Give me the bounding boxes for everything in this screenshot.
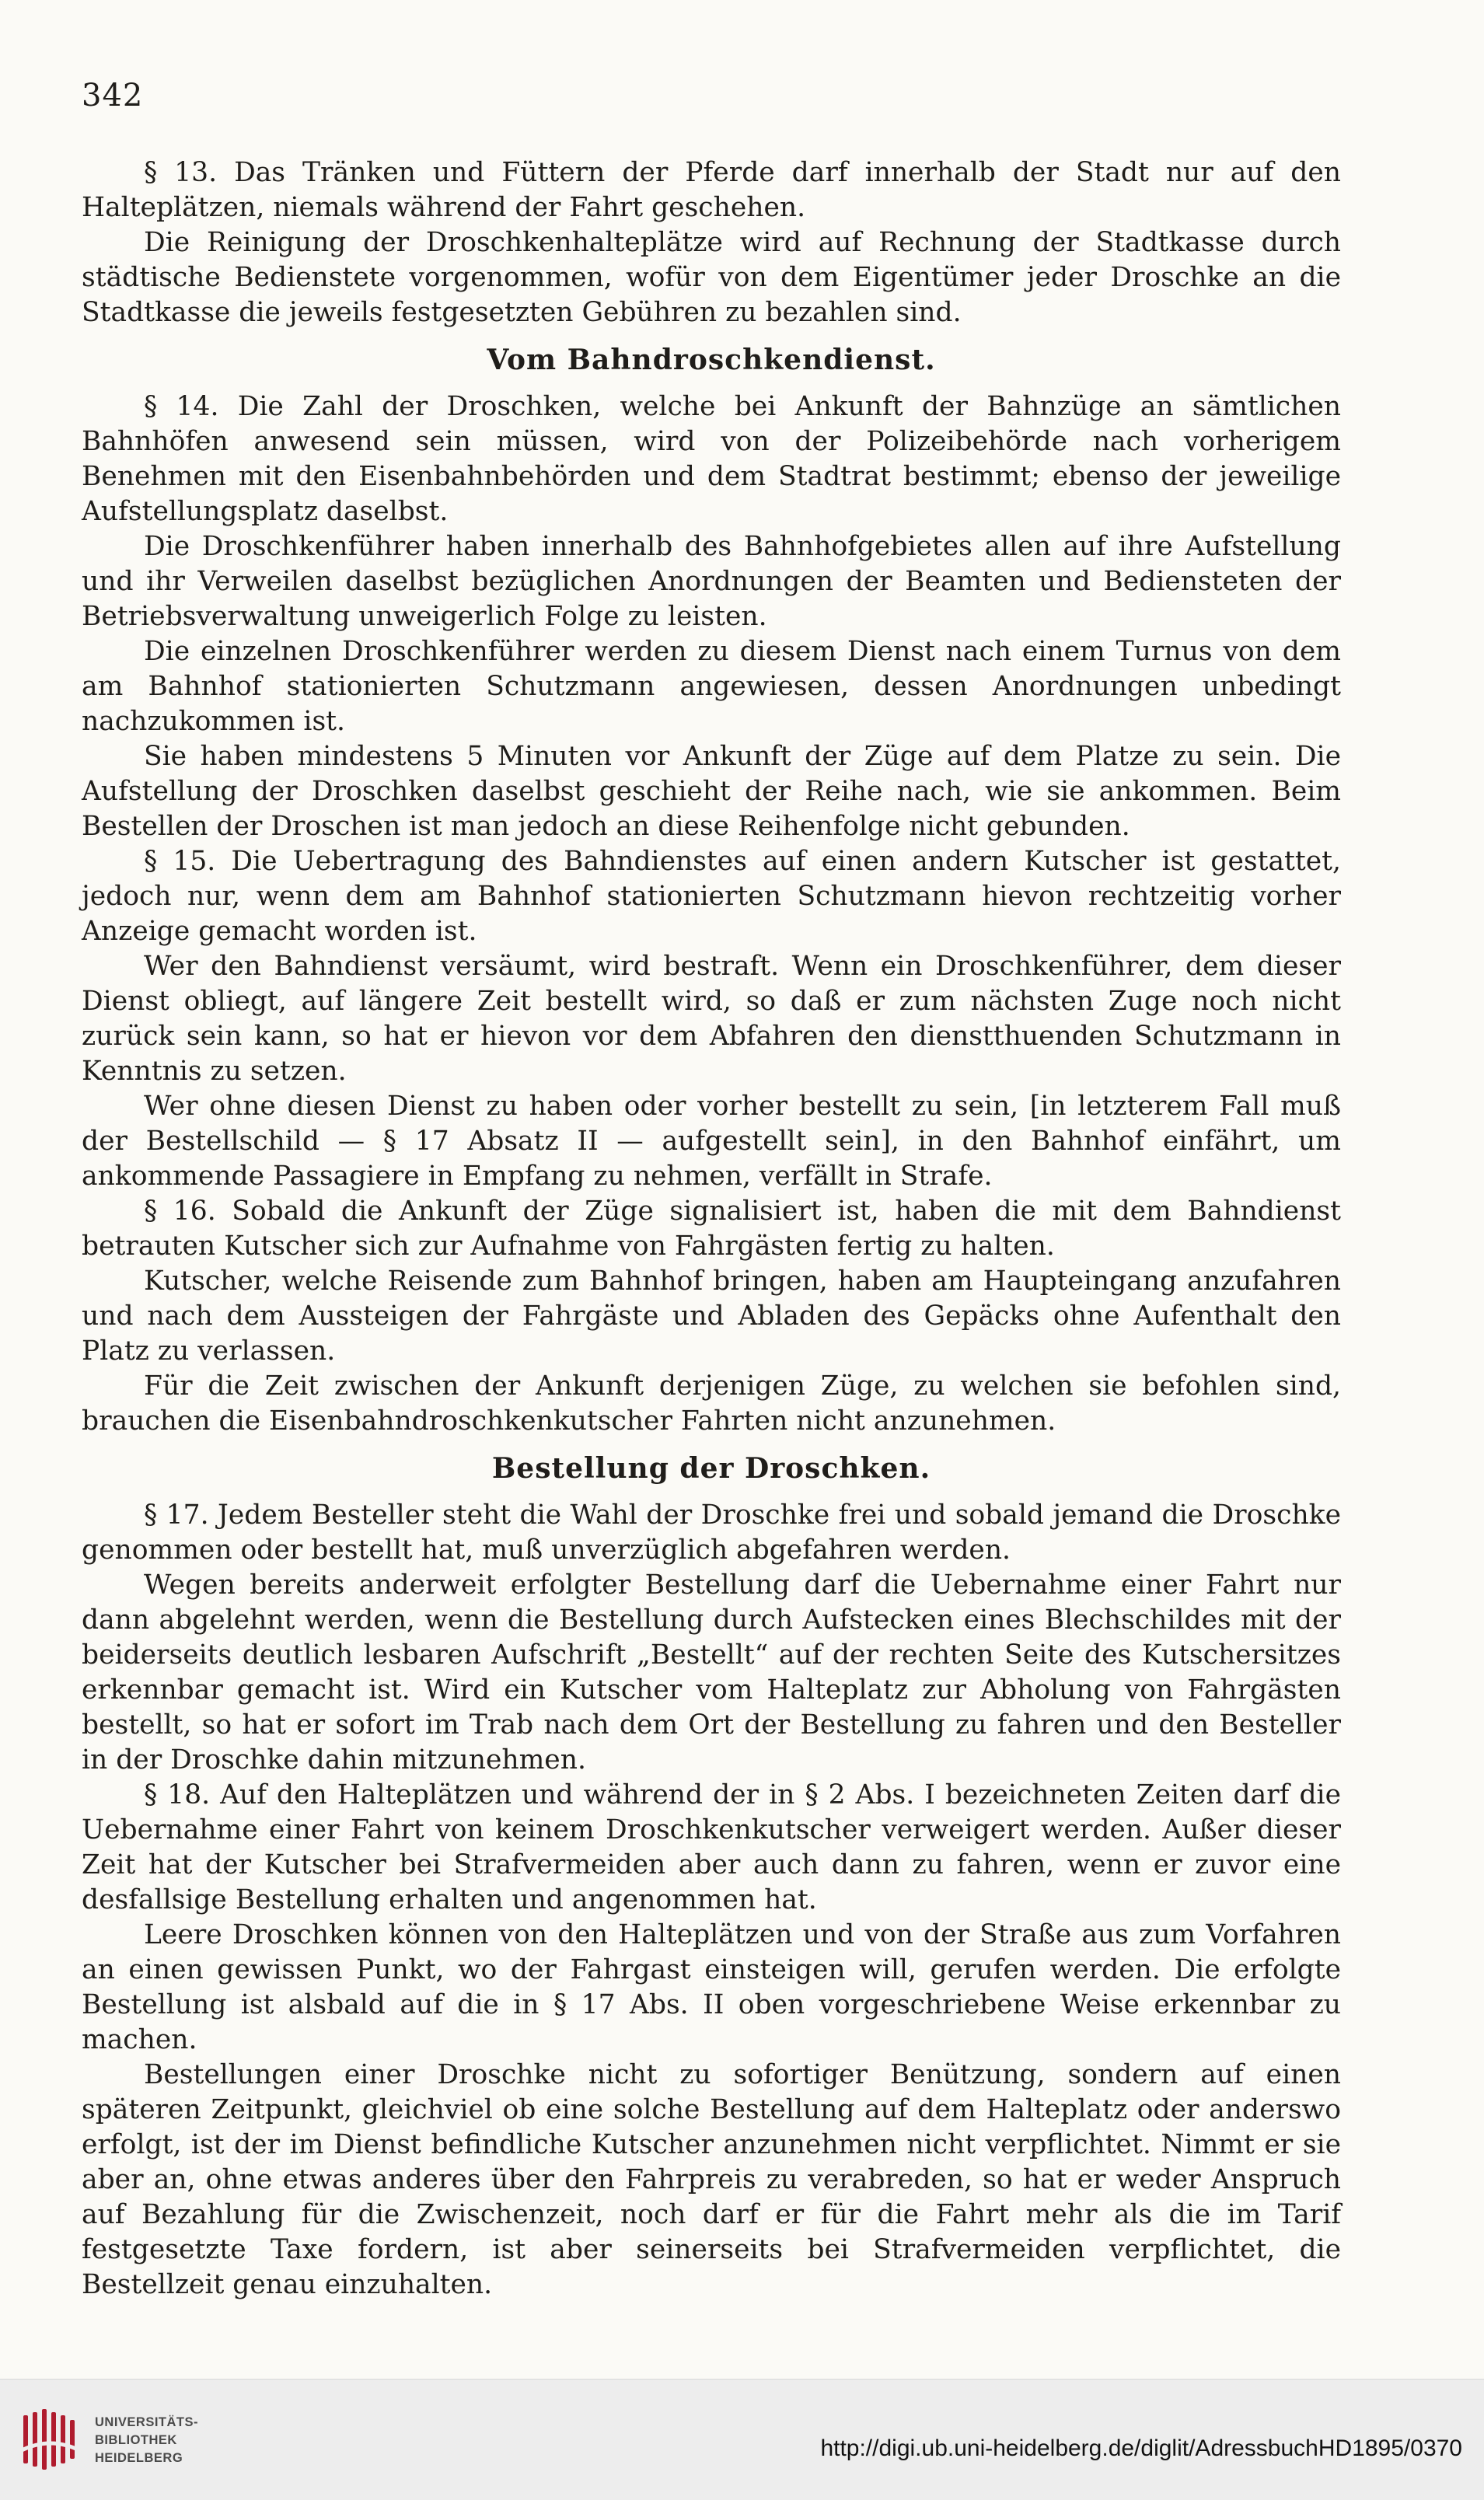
library-name-line: BIBLIOTHEK: [95, 2433, 177, 2447]
library-name-line: HEIDELBERG: [95, 2451, 183, 2465]
page-number: 342: [82, 78, 144, 113]
paragraph: § 18. Auf den Halteplätzen und während der in § 2 Abs. I bezeichneten Zeiten darf die Uebernahme einer Fahrt von keinem Droschkenkutscher verweigert werden. Außer dieser Zeit hat der Kutscher bei Strafvermeiden aber auch dann zu fahren, wenn er zuvor eine desfallsige Bestellung erhalten und angenommen hat.: [82, 1779, 1341, 1915]
paragraph: Bestellungen einer Droschke nicht zu sofortiger Benützung, sondern auf einen späteren Zeitpunkt, gleichviel ob eine solche Bestellung auf dem Halteplatz oder anderswo erfolgt, ist der im Dienst befindliche Kutscher anzunehmen nicht verpflichtet. Nimmt er sie aber an, ohne etwas anderes über den Fahrpreis zu verabreden, so hat er weder Anspruch auf Bezahlung für die Zwischenzeit, noch darf er für die Fahrt mehr als die im Tarif festgesetzte Taxe fordern, ist aber seinerseits bei Strafvermeiden verpflichtet, die Bestellzeit genau einzuhalten.: [82, 2059, 1341, 2300]
library-name: [95, 2414, 198, 2467]
paragraph: § 17. Jedem Besteller steht die Wahl der Droschke frei und sobald jemand die Droschke genommen oder bestellt hat, muß unverzüglich abgefahren werden.: [82, 1500, 1341, 1566]
paragraph: Die Droschkenführer haben innerhalb des Bahnhofgebietes allen auf ihre Aufstellung und ihr Verweilen daselbst bezüglichen Anordnungen der Beamten und Bediensteten der Betriebsverwaltung unweigerlich Folge zu leisten.: [82, 531, 1341, 632]
source-url-link[interactable]: http://digi.ub.uni-heidelberg.de/diglit/AdressbuchHD1895/0370: [820, 2435, 1462, 2461]
paragraph: § 14. Die Zahl der Droschken, welche bei Ankunft der Bahnzüge an sämtlichen Bahnhöfen anwesend sein müssen, wird von der Polizeibehörde nach vorherigem Benehmen mit den Eisenbahnbehörden und dem Stadtrat bestimmt; ebenso der jeweilige Aufstellungsplatz daselbst.: [82, 391, 1341, 527]
paragraph: Wer ohne diesen Dienst zu haben oder vorher bestellt zu sein, [in letzterem Fall muß der Bestellschild — § 17 Absatz II — aufgestellt sein], in den Bahnhof einfährt, um ankommende Passagiere in Empfang zu nehmen, verfällt in Strafe.: [82, 1091, 1341, 1192]
library-name-line: UNIVERSITÄTS-: [95, 2415, 199, 2429]
heidelberg-library-logo-icon: [16, 2404, 86, 2474]
paragraph: Wer den Bahndienst versäumt, wird bestraft. Wenn ein Droschkenführer, dem dieser Dienst obliegt, auf längere Zeit bestellt wird, so daß er zum nächsten Zuge noch nicht zurück sein kann, so hat er hievon vor dem Abfahren den dienstthuenden Schutzmann in Kenntnis zu setzen.: [82, 951, 1341, 1087]
section-heading: Vom Bahndroschkendienst.: [487, 344, 936, 376]
paragraph: § 13. Das Tränken und Füttern der Pferde darf innerhalb der Stadt nur auf den Halteplätzen, niemals während der Fahrt geschehen.: [82, 157, 1341, 223]
paragraph: Leere Droschken können von den Halteplätzen und von der Straße aus zum Vorfahren an einen gewissen Punkt, wo der Fahrgast einsteigen will, gerufen werden. Die erfolgte Bestellung ist alsbald auf die in § 17 Abs. II oben vorgeschriebene Weise erkennbar zu machen.: [82, 1919, 1341, 2055]
paragraph: Die Reinigung der Droschkenhalteplätze wird auf Rechnung der Stadtkasse durch städtische Bedienstete vorgenommen, wofür von dem Eigentümer jeder Droschke an die Stadtkasse die jeweils festgesetzten Gebühren zu bezahlen sind.: [82, 227, 1341, 328]
paragraph: Kutscher, welche Reisende zum Bahnhof bringen, haben am Haupteingang anzufahren und nach dem Aussteigen der Fahrgäste und Abladen des Gepäcks ohne Aufenthalt den Platz zu verlassen.: [82, 1266, 1341, 1367]
paragraph: Die einzelnen Droschkenführer werden zu diesem Dienst nach einem Turnus von dem am Bahnhof stationierten Schutzmann angewiesen, dessen Anordnungen unbedingt nachzukommen ist.: [82, 636, 1341, 737]
digitization-footer: [0, 2379, 1484, 2500]
paragraph: § 15. Die Uebertragung des Bahndienstes auf einen andern Kutscher ist gestattet, jedoch nur, wenn dem am Bahnhof stationierten Schutzmann hievon rechtzeitig vorher Anzeige gemacht worden ist.: [82, 846, 1341, 947]
body-text: [82, 155, 1341, 2303]
paragraph: Für die Zeit zwischen der Ankunft derjenigen Züge, zu welchen sie befohlen sind, brauchen die Eisenbahndroschkenkutscher Fahrten nicht anzunehmen.: [82, 1370, 1341, 1437]
paragraph: Wegen bereits anderweit erfolgter Bestellung darf die Uebernahme einer Fahrt nur dann abgelehnt werden, wenn die Bestellung durch Aufstecken eines Blechschildes mit der beiderseits deutlich lesbaren Aufschrift „Bestellt“ auf der rechten Seite des Kutschersitzes erkennbar gemacht ist. Wird ein Kutscher vom Halteplatz zur Abholung von Fahrgästen bestellt, so hat er sofort im Trab nach dem Ort der Bestellung zu fahren und den Besteller in der Droschke dahin mitzunehmen.: [82, 1569, 1341, 1775]
paragraph: § 16. Sobald die Ankunft der Züge signalisiert ist, haben die mit dem Bahndienst betrauten Kutscher sich zur Aufnahme von Fahrgästen fertig zu halten.: [82, 1196, 1341, 1262]
paragraph: Sie haben mindestens 5 Minuten vor Ankunft der Züge auf dem Platze zu sein. Die Aufstellung der Droschken daselbst geschieht der Reihe nach, wie sie ankommen. Beim Bestellen der Droschen ist man jedoch an diese Reihenfolge nicht gebunden.: [82, 741, 1341, 842]
section-heading: Bestellung der Droschken.: [491, 1452, 931, 1485]
